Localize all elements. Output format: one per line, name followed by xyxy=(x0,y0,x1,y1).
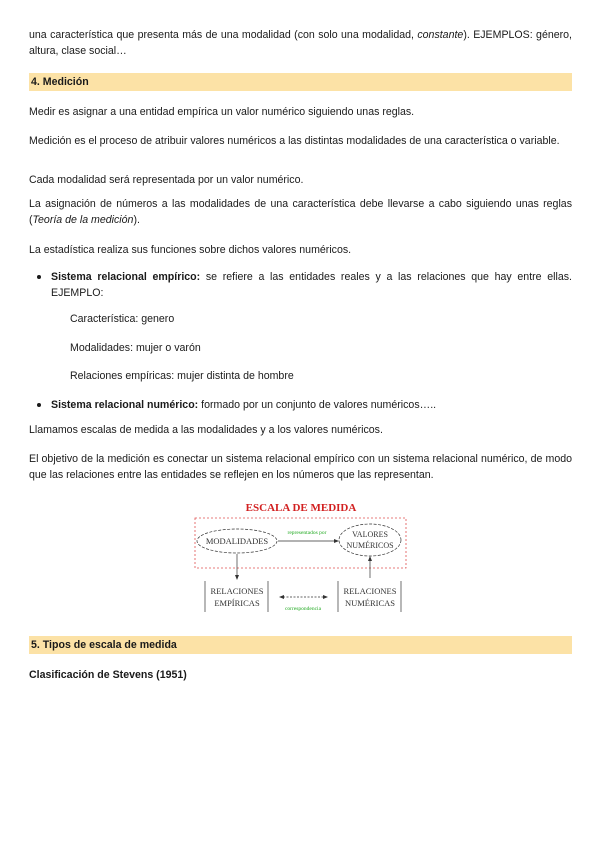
stevens-subtitle: Clasificación de Stevens (1951) xyxy=(29,669,187,681)
rel-emp-label-1: RELACIONES xyxy=(210,586,264,596)
teoria-italic: Teoría de la medición xyxy=(32,214,134,226)
paragraph-estadistica: La estadística realiza sus funciones sobre dichos valores numéricos. xyxy=(29,244,352,256)
intro-text-end: ). EJEMPLOS: género, altura, clase social… xyxy=(29,29,572,57)
intro-text: una característica que presenta más de una modalidad (con solo una modalidad, xyxy=(29,29,418,41)
arrowhead xyxy=(368,556,372,561)
bullet-dot xyxy=(37,403,41,407)
bullet-numerico-bold: Sistema relacional numérico: xyxy=(51,399,199,411)
paragraph-modalidad: Cada modalidad será representada por un valor numérico. xyxy=(29,174,304,186)
bullet-numerico xyxy=(51,397,572,413)
example-modalidades: Modalidades: mujer o varón xyxy=(70,342,201,354)
diagram-title: ESCALA DE MEDIDA xyxy=(245,502,357,514)
section-5-heading: 5. Tipos de escala de medida xyxy=(29,636,572,654)
paragraph-objetivo: El objetivo de la medición es conectar un sistema relacional empírico con un sistema relacional numérico, de modo que las relaciones entre las entidades se reflejen en los números que las representan. xyxy=(29,453,572,481)
example-relaciones: Relaciones empíricas: mujer distinta de hombre xyxy=(70,370,294,382)
correspondencia-label: correspondencia xyxy=(284,606,322,612)
rel-num-label-1: RELACIONES xyxy=(343,586,397,596)
bullet-empirico-bold: Sistema relacional empírico: xyxy=(51,271,201,283)
valores-label-2: NUMÉRICOS xyxy=(346,541,394,550)
valores-ellipse xyxy=(339,524,401,556)
paragraph-medir: Medir es asignar a una entidad empírica un valor numérico siguiendo unas reglas. xyxy=(29,106,415,118)
escala-de-medida-diagram xyxy=(193,498,408,618)
bullet-numerico-text: formado por un conjunto de valores numéricos….. xyxy=(198,399,437,411)
arrowhead xyxy=(235,575,239,580)
rel-num-label-2: NUMÉRICAS xyxy=(344,598,396,608)
arrowhead xyxy=(323,595,328,599)
intro-paragraph xyxy=(29,27,572,59)
paragraph-medicion: Medición es el proceso de atribuir valores numéricos a las distintas modalidades de una característica o variable. xyxy=(29,135,560,147)
paragraph-escalas: Llamamos escalas de medida a las modalidades y a los valores numéricos. xyxy=(29,424,383,436)
valores-label-1: VALORES xyxy=(352,530,388,539)
asignacion-text: La asignación de números a las modalidades de una característica debe llevarse a cabo siguiendo unas reglas ( xyxy=(29,198,572,226)
representados-label: representados por xyxy=(287,530,327,536)
example-caracteristica: Característica: genero xyxy=(70,313,175,325)
bullet-dot xyxy=(37,275,41,279)
asignacion-end: ). xyxy=(133,214,140,226)
arrowhead xyxy=(334,539,339,543)
paragraph-asignacion xyxy=(29,196,572,228)
modalidades-label: MODALIDADES xyxy=(205,536,269,546)
section-4-heading: 4. Medición xyxy=(29,73,572,91)
intro-italic: constante xyxy=(417,29,464,41)
rel-emp-label-2: EMPÍRICAS xyxy=(214,598,260,608)
bullet-empirico xyxy=(51,269,572,301)
arrowhead xyxy=(279,595,284,599)
bullet-empirico-text: se refiere a las entidades reales y a las relaciones que hay entre ellas. EJEMPLO: xyxy=(51,271,572,299)
